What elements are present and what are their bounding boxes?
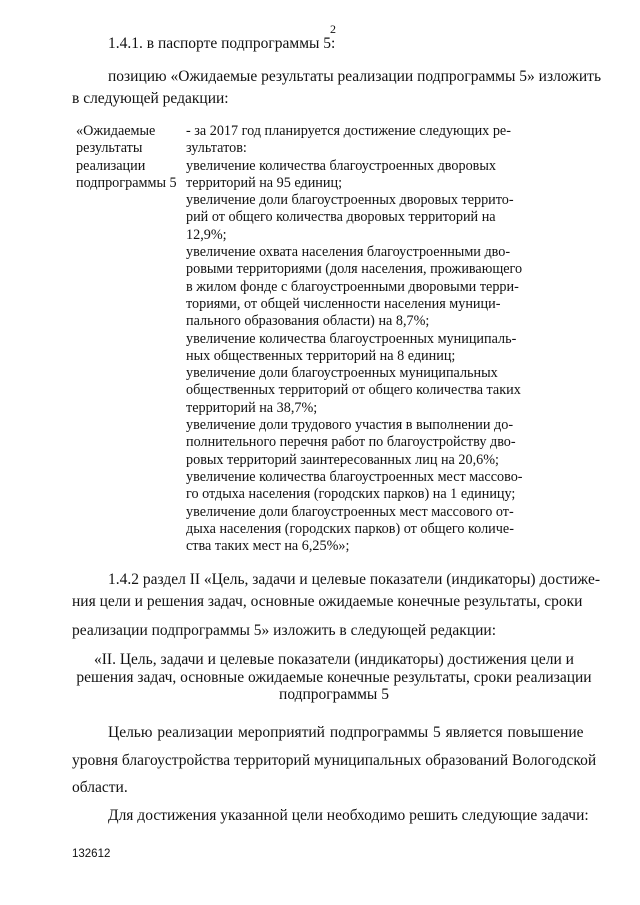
table-content-line: рий от общего количества дворовых территорий на bbox=[186, 209, 496, 226]
table-content-line: общественных территорий от общего количества таких bbox=[186, 382, 521, 399]
table-content-line: 12,9%; bbox=[186, 226, 227, 243]
table-label-line: результаты bbox=[76, 140, 143, 157]
table-content-line: ториями, от общей численности населения муници- bbox=[186, 295, 501, 312]
table-content-line: ровыми территориями (доля населения, проживающего bbox=[186, 261, 523, 278]
section-heading-line: подпрограммы 5 bbox=[279, 686, 389, 703]
table-content-line: увеличение охвата населения благоустроенными дво- bbox=[186, 244, 511, 261]
item-1-4-1: 1.4.1. в паспорте подпрограммы 5: bbox=[108, 35, 336, 52]
table-label-line: реализации bbox=[76, 157, 146, 174]
item-1-4-2-line-3: реализации подпрограммы 5» изложить в следующей редакции: bbox=[72, 622, 497, 639]
table-content-line: территорий на 95 единиц; bbox=[186, 174, 343, 191]
section-heading-line: решения задач, основные ожидаемые конечные результаты, сроки реализации bbox=[76, 668, 592, 686]
table-content-line: увеличение количества благоустроенных дворовых bbox=[186, 157, 496, 174]
item-1-4-2-line-2: ния цели и решения задач, основные ожидаемые конечные результаты, сроки bbox=[72, 593, 583, 610]
table-content-line: увеличение доли благоустроенных мест массового от- bbox=[186, 503, 514, 520]
goal-line-3: области. bbox=[72, 779, 128, 796]
page-number: 2 bbox=[330, 22, 336, 36]
tasks-intro: Для достижения указанной цели необходимо решить следующие задачи: bbox=[108, 807, 589, 824]
table-content-line: - за 2017 год планируется достижение следующих ре- bbox=[186, 123, 511, 139]
table-content-line: увеличение доли благоустроенных дворовых террито- bbox=[186, 192, 514, 209]
item-1-4-2-line-1: 1.4.2 раздел II «Цель, задачи и целевые показатели (индикаторы) достиже- bbox=[108, 571, 600, 588]
goal-line-1: Целью реализации мероприятий подпрограммы 5 является повышение bbox=[108, 724, 584, 741]
table-content-line: пального образования области) на 8,7%; bbox=[186, 313, 430, 330]
position-line-1: позицию «Ожидаемые результаты реализации подпрограммы 5» изложить bbox=[108, 68, 602, 85]
table-content-line: увеличение количества благоустроенных муниципаль- bbox=[186, 330, 517, 347]
table-label-line: «Ожидаемые bbox=[76, 123, 156, 139]
table-content bbox=[186, 123, 523, 555]
goal-line-2: уровня благоустройства территорий муниципальных образований Вологодской bbox=[72, 752, 597, 769]
table-content-line: ства таких мест на 6,25%»; bbox=[186, 538, 350, 555]
table-content-line: территорий на 38,7%; bbox=[186, 399, 318, 416]
table-content-line: увеличение доли трудового участия в выполнении до- bbox=[186, 417, 514, 434]
table-content-line: ных общественных территорий на 8 единиц; bbox=[186, 347, 456, 364]
position-line-2: в следующей редакции: bbox=[72, 90, 229, 107]
table-content-line: го отдыха населения (городских парков) на 1 единицу; bbox=[186, 486, 516, 503]
table-content-line: в жилом фонде с благоустроенными дворовыми терри- bbox=[186, 278, 519, 295]
table-content-line: дыха населения (городских парков) от общего количе- bbox=[186, 520, 514, 537]
section-heading bbox=[60, 651, 608, 704]
table-content-line: увеличение доли благоустроенных муниципальных bbox=[186, 365, 498, 382]
document-code: 132612 bbox=[72, 848, 111, 860]
section-heading-line: «II. Цель, задачи и целевые показатели (индикаторы) достижения цели и bbox=[94, 651, 574, 668]
table-content-line: ровых территорий заинтересованных лиц на 20,6%; bbox=[186, 451, 499, 468]
table-content-line: увеличение количества благоустроенных мест массово- bbox=[186, 468, 523, 485]
table-content-line: полнительного перечня работ по благоустройству дво- bbox=[186, 434, 516, 451]
table-label-line: подпрограммы 5 bbox=[76, 174, 177, 191]
table-content-line: зультатов: bbox=[186, 140, 247, 157]
table-label bbox=[76, 123, 177, 192]
